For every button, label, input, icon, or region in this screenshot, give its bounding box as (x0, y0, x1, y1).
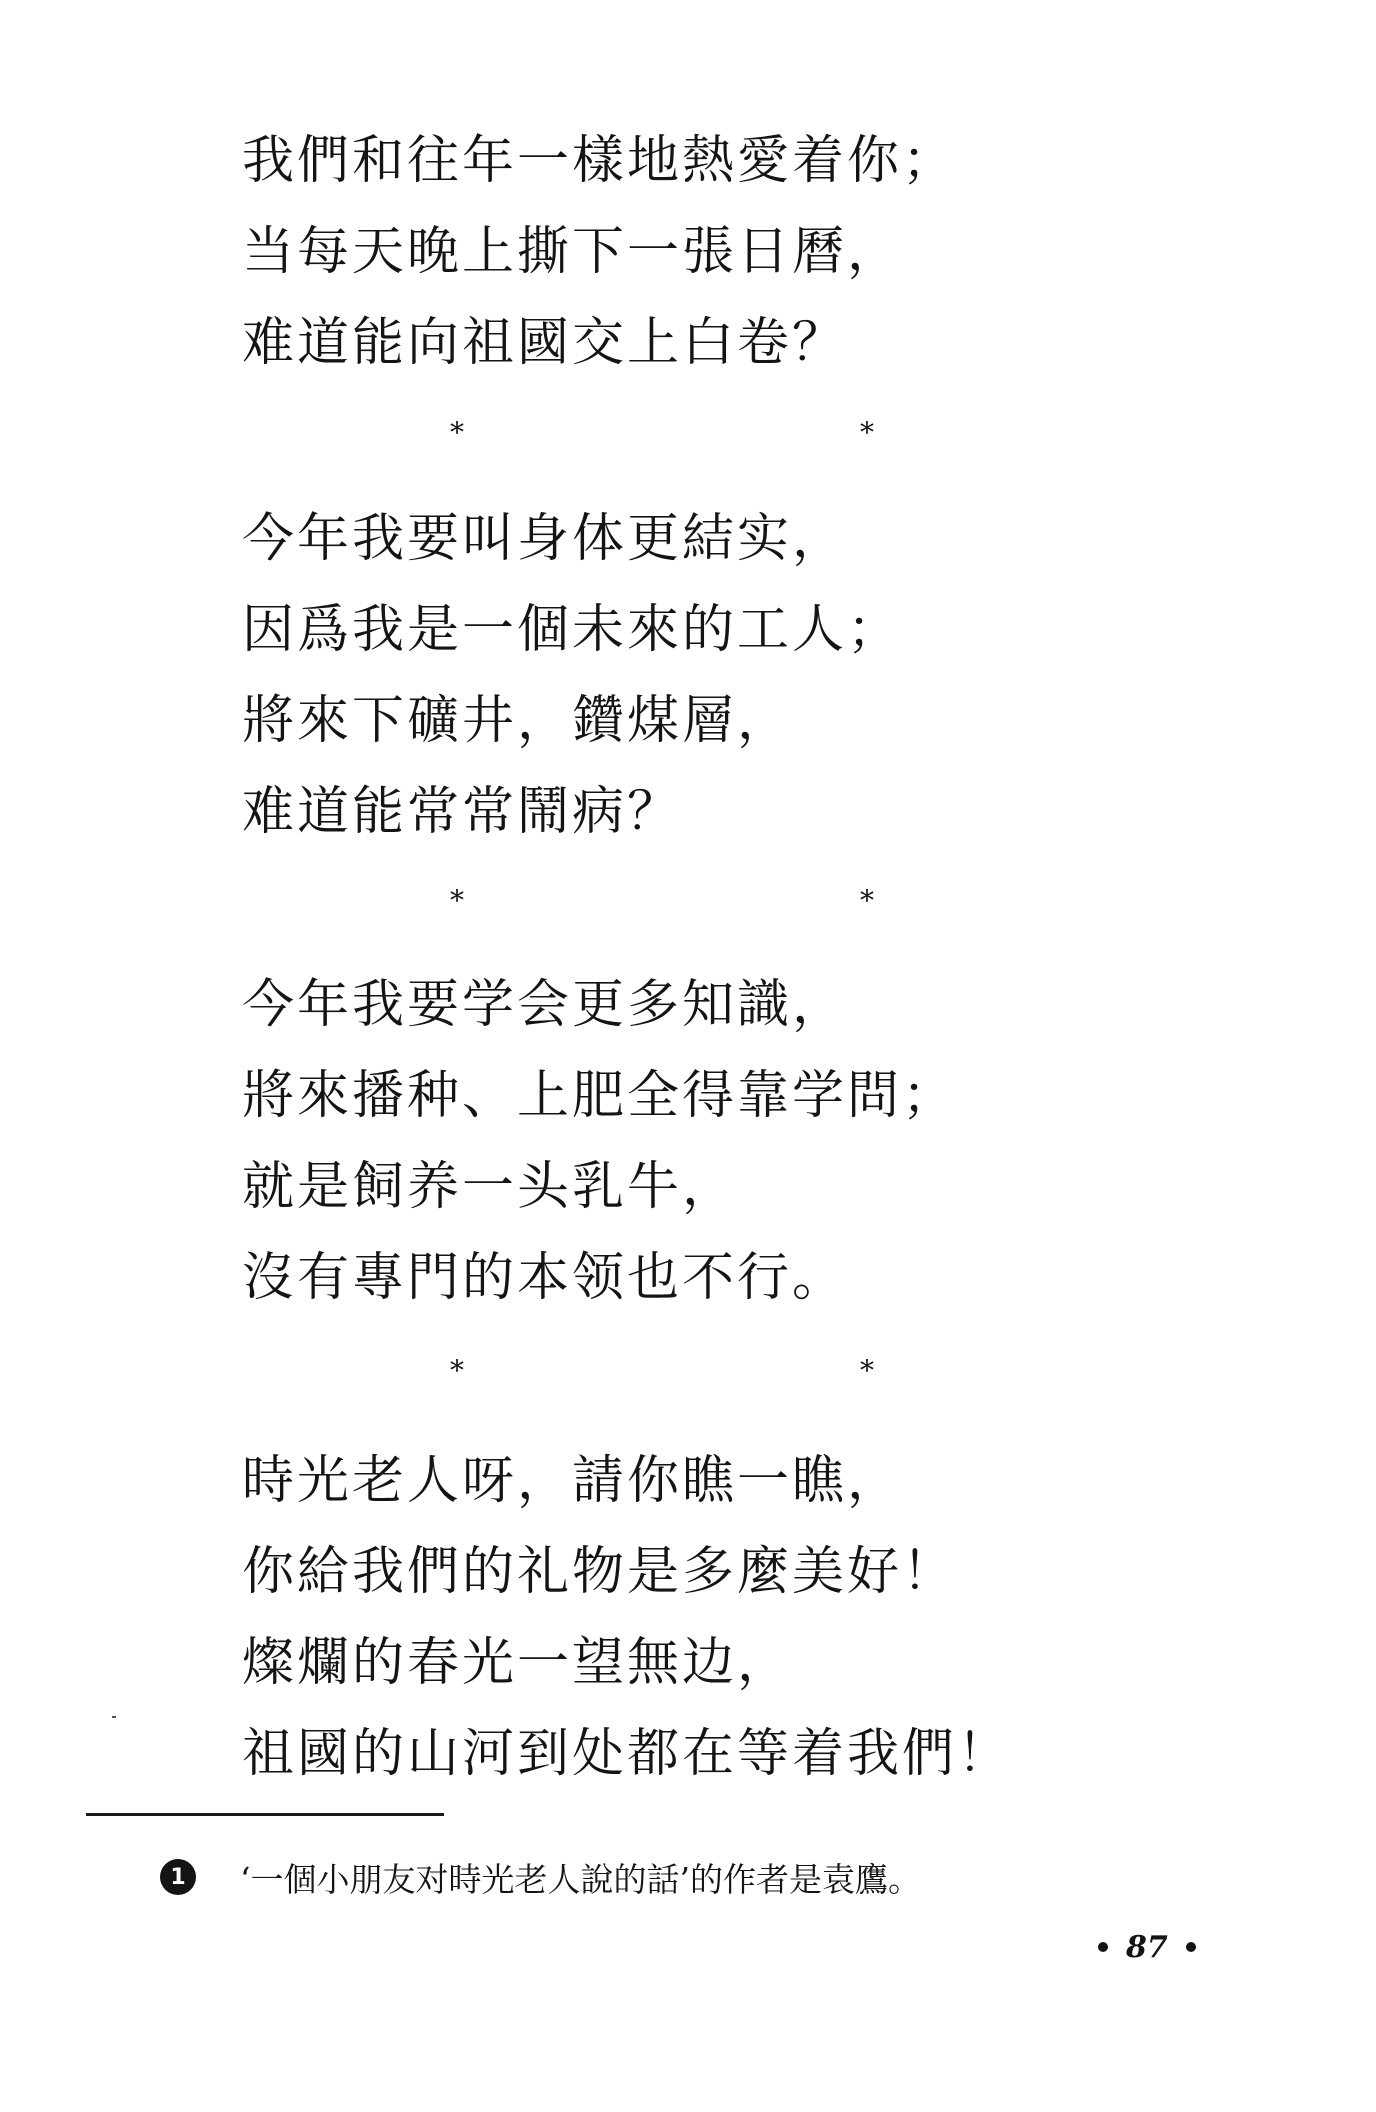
poem-line: 將來播种、上肥全得靠学問； (242, 1066, 958, 1126)
poem-line: 因爲我是一個未來的工人； (242, 600, 903, 660)
stanza (242, 494, 1142, 858)
separator-asterisk: * (450, 884, 464, 917)
stanza (242, 116, 1142, 389)
stanza-separator (0, 886, 1376, 916)
stanza-separator (0, 1356, 1376, 1386)
poem-line: 难道能常常鬧病？ (242, 782, 683, 842)
poem-line: 時光老人呀，請你瞧一瞧， (242, 1451, 903, 1511)
poem-line: 祖國的山河到处都在等着我們！ (242, 1724, 1013, 1784)
bullet-icon (1098, 1942, 1108, 1952)
poem-line: 难道能向祖國交上白卷？ (242, 313, 848, 373)
footnote-rule (86, 1813, 444, 1816)
poem-line: 当每天晚上撕下一張日曆， (242, 222, 903, 282)
poem-line: 今年我要叫身体更結实， (242, 509, 848, 569)
stanza (242, 960, 1142, 1324)
stanza-separator (0, 418, 1376, 448)
poem-line: 燦爛的春光一望無边， (242, 1633, 793, 1693)
separator-asterisk: * (860, 884, 874, 917)
separator-asterisk: * (860, 416, 874, 449)
poem-line: 你給我們的礼物是多麼美好！ (242, 1542, 958, 1602)
page-number-text: 87 (1126, 1929, 1168, 1965)
poem-line: 今年我要学会更多知識， (242, 975, 848, 1035)
separator-asterisk: * (450, 416, 464, 449)
stanza (242, 1436, 1142, 1800)
poem-line: 就是飼养一头乳牛， (242, 1157, 738, 1217)
footnote-marker: 1 (160, 1859, 196, 1895)
poem-line: 將來下礦井，鑽煤層， (242, 691, 793, 751)
footnote-text: ‘一個小朋友对時光老人說的話’的作者是袁鷹。 (240, 1859, 921, 1899)
poem-line: 沒有專門的本领也不行。 (242, 1248, 848, 1308)
poem-line: 我們和往年一樣地熱愛着你； (242, 131, 958, 191)
page-number (1080, 1922, 1214, 1972)
bullet-icon (1186, 1942, 1196, 1952)
footnote (160, 1852, 1160, 1902)
scan-speck (112, 1716, 116, 1718)
separator-asterisk: * (860, 1354, 874, 1387)
separator-asterisk: * (450, 1354, 464, 1387)
